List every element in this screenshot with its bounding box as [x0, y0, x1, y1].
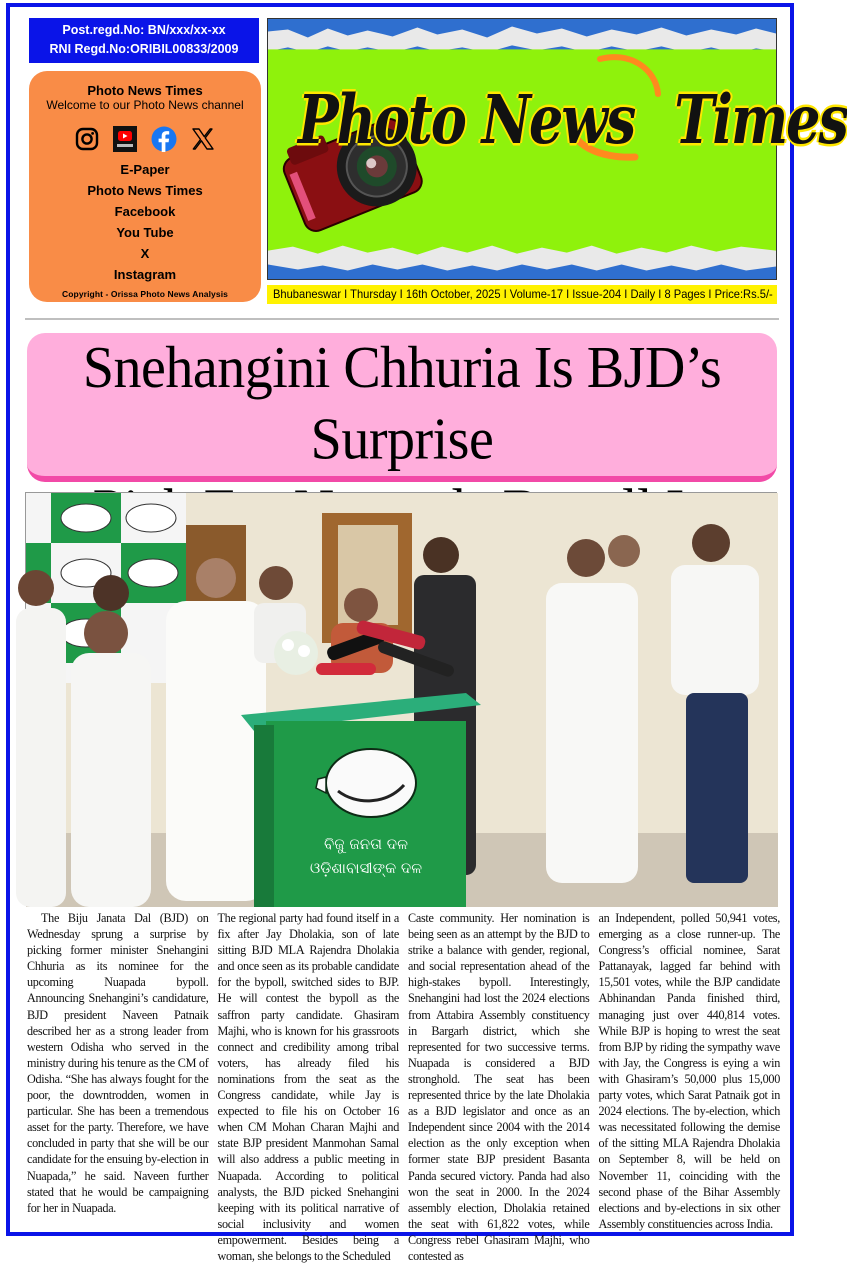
masthead-title — [298, 79, 847, 159]
youtube-icon[interactable] — [113, 126, 137, 152]
podium-text-2: ଓଡ଼ିଶାବାସୀଙ୍କ ଦଳ — [309, 859, 423, 877]
info-panel-title: Photo News Times — [87, 83, 203, 98]
info-panel-welcome: Welcome to our Photo News channel — [46, 98, 244, 112]
issue-info-strip: Bhubaneswar I Thursday I 16th October, 2025 I Volume-17 I Issue-204 I Daily I 8 Pages I Price:Rs.5/- — [267, 285, 777, 304]
facebook-icon[interactable] — [151, 126, 177, 152]
link-photo-news-times[interactable]: Photo News Times — [87, 183, 203, 198]
post-regd-number: Post.regd.No: BN/xxx/xx-xx — [62, 23, 226, 37]
social-icons-row — [29, 124, 261, 154]
article-column-3: Caste community. Her nomination is being seen as an attempt by the BJD to strike a balance with gender, regional, and social representation ahead of the high-stakes bypoll. Interestingly, Snehangini had lost the 2024 elections from Attabira Assembly constituency in Bargarh district, which she represented for two successive terms. Nuapada is considered a BJD stronghold. The seat has been represented thrice by the late Dholakia as a BJD legislator and once as an Independent since 2004 with the 2014 election as the only exception when former state BJP president Basanta Panda secured victory. Panda had also won the seat in 2000. In the 2024 assembly election, Dholakia retained the seat with 61,822 votes, while Congress rebel Ghasiram Majhi, who contested as — [408, 911, 590, 1263]
link-x[interactable]: X — [140, 246, 150, 261]
press-conference-photo — [26, 493, 778, 907]
bjd-podium — [241, 693, 481, 907]
headline-box — [27, 333, 777, 482]
copyright-notice: Copyright - Orissa Photo News Analysis — [62, 289, 228, 299]
article-column-4: an Independent, polled 50,941 votes, emerging as a close runner-up. The Congress’s official nominee, Sarat Pattanayak, lagged far behind with 15,501 votes, while the BJP candidate Abhinandan Panda finished third, managing just over 440,814 votes. While BJP is hoping to wrest the seat from BJP by riding the sympathy wave with Jay, the Congress is eying a win with Ghasiram’s 50,000 plus 15,000 party votes, which Sarat Patnaik got in 2024 elections. The by-election, which was necessitated following the demise of the sitting MLA Rajendra Dholakia on September 8, will be held on November 11, coinciding with the second phase of the Bihar Assembly elections and by-elections in six other Assembly constituencies across India. — [598, 911, 780, 1231]
article-body — [27, 910, 780, 1263]
masthead-title-part2: Times — [674, 79, 847, 159]
article-column-1: The Biju Janata Dal (BJD) on Wednesday sprung a surprise by picking former minister Snehangini Chhuria as its nominee for the upcoming Nuapada bypoll. Announcing Snehangini’s candidature, BJD president Naveen Patnaik described her as a strong leader from western Odisha who served in the ministry during his tenure as the CM of Odisha. “She has always fought for the poor, the downtrodden, women in particular. She has been a tremendous asset for the party. Therefore, we have concluded in party that she will be our candidate for the ensuing by-election in Nuapada,” he said. Naveen further stated that he would be campaigning for her in Nuapada. — [27, 911, 209, 1215]
instagram-icon[interactable] — [75, 127, 99, 151]
masthead-logo — [267, 18, 847, 280]
masthead-title-part1: Photo News — [298, 79, 635, 159]
x-icon[interactable] — [191, 127, 215, 151]
rni-regd-number: RNI Regd.No:ORIBIL00833/2009 — [49, 42, 239, 56]
podium-text-1: ବିଜୁ ଜନତା ଦଳ — [324, 835, 408, 853]
link-instagram[interactable]: Instagram — [113, 267, 177, 282]
link-epaper[interactable]: E-Paper — [120, 162, 170, 177]
header-divider — [25, 318, 779, 320]
article-column-2: The regional party had found itself in a fix after Jay Dholakia, son of late sitting BJD MLA Rajendra Dholakia and once seen as its probable candidate for the bypoll, switched sides to BJP. He will contest the bypoll as the saffron party candidate. Ghasiram Majhi, who is known for his grassroots connect and credibility among tribal voters, has already filed his nominations from the seat as the Congress candidate, while Jay is expected to file his on October 16 when CM Mohan Charan Majhi and state BJP president Manmohan Samal will also address a public meeting in Nuapada. According to political analysts, the BJD picked Snehangini keeping with its political narrative of social inclusivity and women empowerment. Besides being a woman, she belongs to the Scheduled — [217, 911, 399, 1263]
news-photo — [25, 492, 777, 906]
link-facebook[interactable]: Facebook — [114, 204, 176, 219]
registration-box — [29, 18, 259, 63]
info-panel — [29, 71, 261, 302]
link-youtube[interactable]: You Tube — [116, 225, 174, 240]
headline-line-1: Snehangini Chhuria Is BJD’s Surprise — [82, 335, 722, 472]
